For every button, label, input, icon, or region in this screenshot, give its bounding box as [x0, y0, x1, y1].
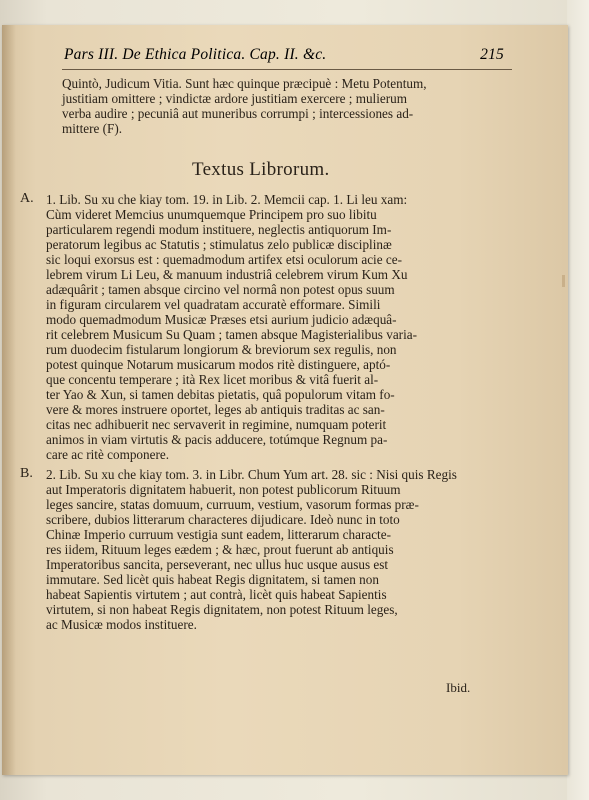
section-b-line: res iidem, Rituum leges eædem ; & hæc, prout fuerunt ab antiquis — [46, 542, 394, 557]
section-a-line: sic loqui exorsus est : quemadmodum artifex etsi oculorum acie ce- — [46, 252, 402, 267]
section-b-line: 2. Lib. Su xu che kiay tom. 3. in Libr. Chum Yum art. 28. sic : Nisi quis Regis — [46, 467, 457, 482]
section-a-line: vere & mores instruere oportet, leges ab antiquis traditas ac san- — [46, 402, 385, 417]
section-b-line: Chinæ Imperio curruum vestigia sunt eadem, litterarum characte- — [46, 527, 391, 542]
section-b-marker: B. — [20, 466, 33, 481]
section-a-line: modo quemadmodum Musicæ Præses etsi aurium judicio adæquâ- — [46, 312, 397, 327]
section-b-line: habeat Sapientis virtutem ; aut contrà, licèt quis habeat Sapientis — [46, 587, 387, 602]
section-a-line: particularem regendi modum instituere, neglectis antiquorum Im- — [46, 222, 392, 237]
paper-mark — [562, 275, 565, 287]
section-a-line: rum duodecim fistularum longiorum & breviorum sex regulis, non — [46, 342, 397, 357]
source-reference: Ibid. — [446, 680, 471, 695]
intro-line: justitiam omittere ; vindictæ ardore justitiam exercere ; mulierum — [62, 91, 407, 106]
section-a-line: citas nec adhibuerit nec servaverit in regimine, numquam poterit — [46, 417, 387, 432]
section-b-line: scribere, dubios litterarum characteres dijudicare. Ideò nunc in toto — [46, 512, 400, 527]
section-a-line: Cùm videret Memcius unumquemque Principem pro suo libitu — [46, 207, 377, 222]
section-a-line: peratorum legibus ac Statutis ; stimulatus zelo publicæ disciplinæ — [46, 237, 392, 252]
section-b-line: aut Imperatoris dignitatem habuerit, non potest publicorum Rituum — [46, 482, 401, 497]
section-b-line: Imperatoribus sancita, perseverant, nec ullus huc usque ausus est — [46, 557, 389, 572]
section-a-marker: A. — [20, 191, 34, 206]
section-title: Textus Librorum. — [192, 159, 330, 180]
section-a-line: adæquârit ; tamen absque circino vel normâ non potest opus suum — [46, 282, 395, 297]
section-b-line: virtutem, si non habeat Regis dignitatem, non potest Rituum leges, — [46, 602, 398, 617]
section-a-line: care ac ritè componere. — [46, 447, 170, 462]
section-b-line: ac Musicæ modos instituere. — [46, 617, 197, 632]
running-head — [64, 46, 504, 66]
intro-line: verba audire ; pecuniâ aut muneribus corrumpi ; intercessiones ad- — [62, 106, 414, 121]
page-number: 215 — [480, 46, 504, 63]
section-a-line: 1. Lib. Su xu che kiay tom. 19. in Lib. 2. Memcii cap. 1. Li leu xam: — [46, 192, 408, 207]
intro-line: Quintò, Judicum Vitia. Sunt hæc quinque præcipuè : Metu Potentum, — [62, 76, 427, 91]
running-title: Pars III. De Ethica Politica. Cap. II. &c. — [64, 46, 327, 63]
section-b-line: immutare. Sed licèt quis habeat Regis dignitatem, si tamen non — [46, 572, 379, 587]
section-b-line: leges sancire, statas domuum, curruum, vestium, vasorum formas præ- — [46, 497, 419, 512]
section-a-line: in figuram circularem vel quadratam accuratè efformare. Simili — [46, 297, 381, 312]
intro-line: mittere (F). — [62, 121, 123, 136]
gutter-shadow — [2, 25, 16, 775]
scan-right-edge — [567, 0, 589, 800]
section-a-line: animos in viam virtutis & pacis adducere, totúmque Regnum pa- — [46, 432, 388, 447]
section-a-line: que concentu temperare ; ità Rex licet moribus & vitâ fuerit al- — [46, 372, 379, 387]
book-page — [2, 25, 568, 775]
section-a-line: lebrem virum Li Leu, & manuum industriâ celebrem virum Kum Xu — [46, 267, 408, 282]
section-a-line: rit celebrem Musicum Su Quam ; tamen absque Magisterialibus varia- — [46, 327, 417, 342]
section-a-line: potest quinque Notarum musicarum modos ritè distinguere, aptó- — [46, 357, 391, 372]
header-rule — [62, 69, 512, 70]
section-a-line: ter Yao & Xun, si tamen debitas pietatis, quâ populorum vitam fo- — [46, 387, 395, 402]
